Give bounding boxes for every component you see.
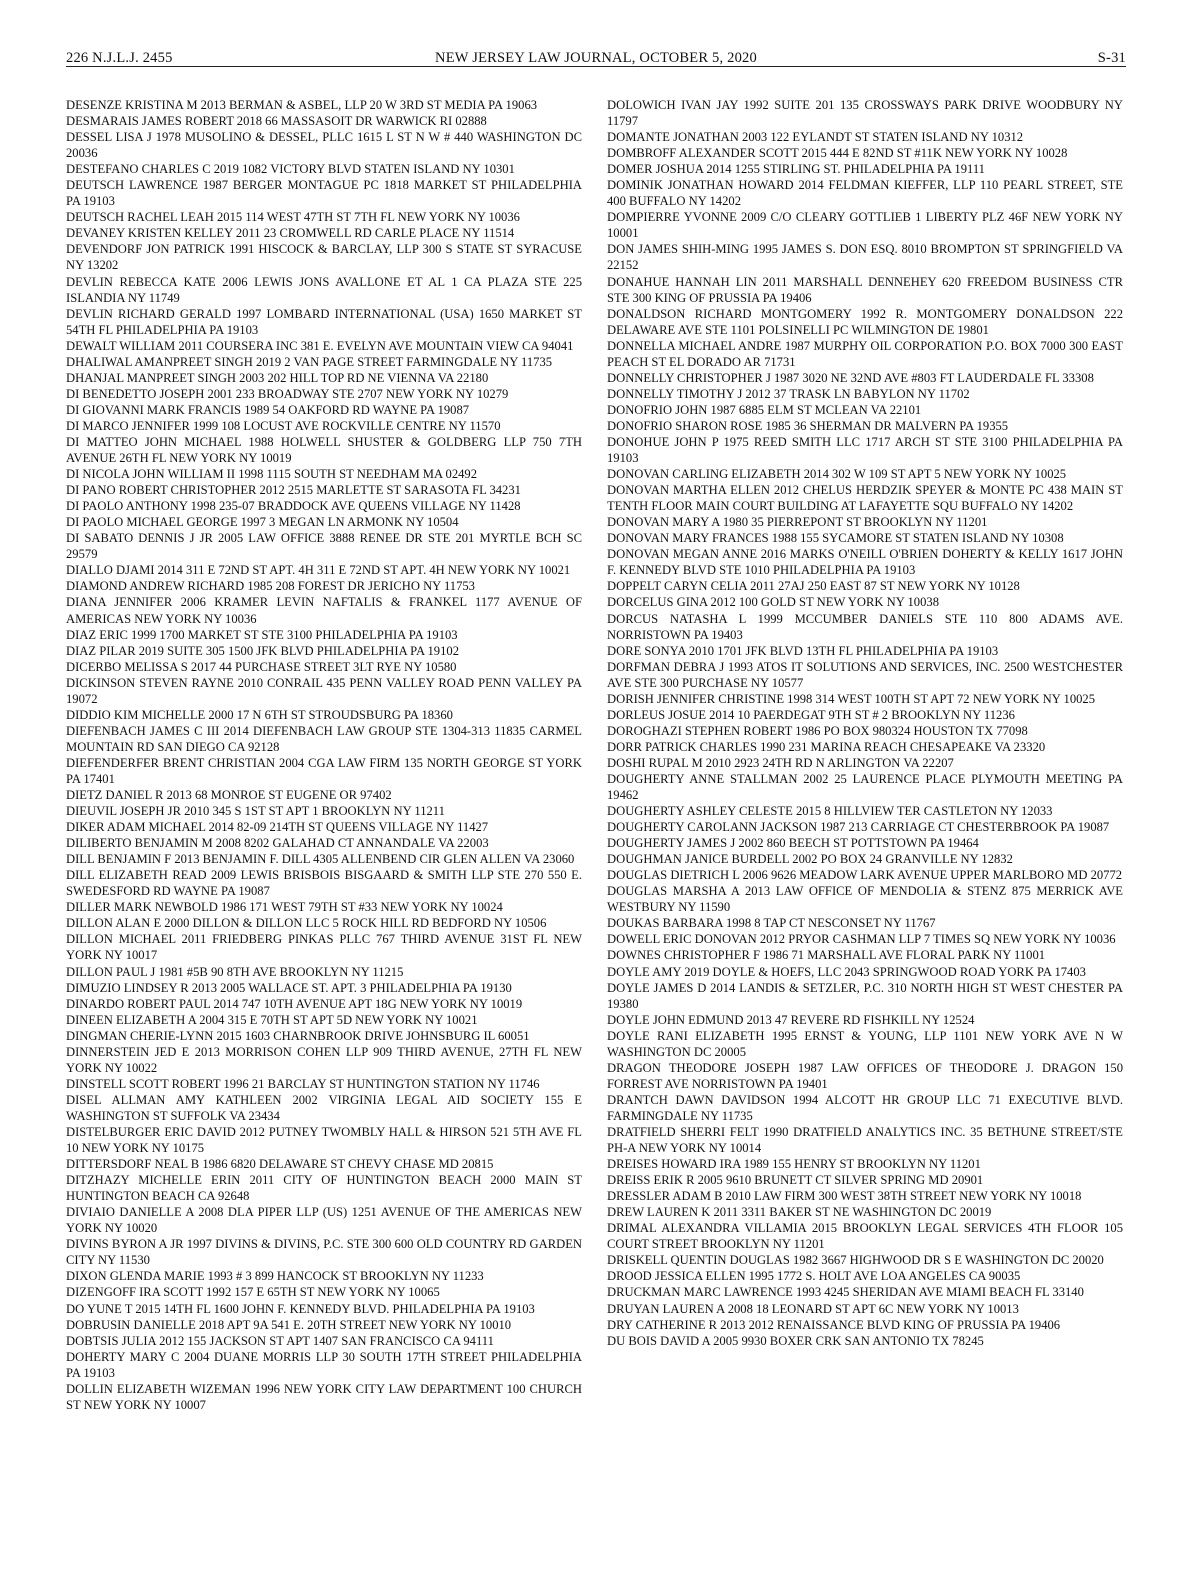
page-header	[66, 50, 1126, 70]
attorney-entry: DREISES HOWARD IRA 1989 155 HENRY ST BROOKLYN NY 11201	[607, 1157, 981, 1172]
attorney-entry: DIAZ PILAR 2019 SUITE 305 1500 JFK BLVD PHILADELPHIA PA 19102	[66, 643, 459, 658]
attorney-entry: DEUTSCH RACHEL LEAH 2015 114 WEST 47TH ST 7TH FL NEW YORK NY 10036	[66, 210, 520, 225]
attorney-entry: DONNELLY CHRISTOPHER J 1987 3020 NE 32ND AVE #803 FT LAUDERDALE FL 33308	[607, 370, 1094, 385]
attorney-entry: DILLON ALAN E 2000 DILLON & DILLON LLC 5 ROCK HILL RD BEDFORD NY 10506	[66, 916, 547, 931]
attorney-entry: DIEFENBACH JAMES C III 2014 DIEFENBACH LAW GROUP STE 1304-313 11835 CARMEL MOUNTAIN RD SAN DIEGO CA 92128	[66, 723, 582, 754]
attorney-entry: DOYLE JOHN EDMUND 2013 47 REVERE RD FISHKILL NY 12524	[607, 1012, 975, 1027]
attorney-entry: DON JAMES SHIH-MING 1995 JAMES S. DON ESQ. 8010 BROMPTON ST SPRINGFIELD VA 22152	[607, 242, 1123, 273]
attorney-entry: DROOD JESSICA ELLEN 1995 1772 S. HOLT AVE LOA ANGELES CA 90035	[607, 1269, 1021, 1284]
attorney-entry: DESMARAIS JAMES ROBERT 2018 66 MASSASOIT DR WARWICK RI 02888	[66, 114, 487, 129]
attorney-entry: DEVLIN REBECCA KATE 2006 LEWIS JONS AVALLONE ET AL 1 CA PLAZA STE 225 ISLANDIA NY 11749	[66, 274, 582, 305]
attorney-entry: DOUGHERTY CAROLANN JACKSON 1987 213 CARRIAGE CT CHESTERBROOK PA 19087	[607, 820, 1110, 835]
attorney-entry: DILIBERTO BENJAMIN M 2008 8202 GALAHAD CT ANNANDALE VA 22003	[66, 836, 489, 851]
attorney-entry: DOMINIK JONATHAN HOWARD 2014 FELDMAN KIEFFER, LLP 110 PEARL STREET, STE 400 BUFFALO NY 14202	[607, 178, 1123, 209]
attorney-entry: DITTERSDORF NEAL B 1986 6820 DELAWARE ST CHEVY CHASE MD 20815	[66, 1157, 494, 1172]
attorney-entry: DONNELLA MICHAEL ANDRE 1987 MURPHY OIL CORPORATION P.O. BOX 7000 300 EAST PEACH ST EL DORADO AR 71731	[607, 338, 1123, 369]
attorney-entry: DOMER JOSHUA 2014 1255 STIRLING ST. PHILADELPHIA PA 19111	[607, 162, 985, 177]
attorney-entry: DIDDIO KIM MICHELLE 2000 17 N 6TH ST STROUDSBURG PA 18360	[66, 707, 453, 722]
attorney-entry: DORLEUS JOSUE 2014 10 PAERDEGAT 9TH ST # 2 BROOKLYN NY 11236	[607, 707, 1015, 722]
attorney-entry: DRAGON THEODORE JOSEPH 1987 LAW OFFICES OF THEODORE J. DRAGON 150 FORREST AVE NORRISTOWN PA 19401	[607, 1060, 1123, 1091]
attorney-entry: DI GIOVANNI MARK FRANCIS 1989 54 OAKFORD RD WAYNE PA 19087	[66, 402, 470, 417]
attorney-entry: DRANTCH DAWN DAVIDSON 1994 ALCOTT HR GROUP LLC 71 EXECUTIVE BLVD. FARMINGDALE NY 11735	[607, 1092, 1123, 1123]
attorney-entry: DRISKELL QUENTIN DOUGLAS 1982 3667 HIGHWOOD DR S E WASHINGTON DC 20020	[607, 1253, 1104, 1268]
header-page-number: S-31	[1097, 50, 1126, 66]
attorney-entry: DOUGHERTY ANNE STALLMAN 2002 25 LAURENCE PLACE PLYMOUTH MEETING PA 19462	[607, 771, 1123, 803]
attorney-entry: DONOVAN MARY A 1980 35 PIERREPONT ST BROOKLYN NY 11201	[607, 515, 988, 530]
attorney-entry: DOYLE RANI ELIZABETH 1995 ERNST & YOUNG, LLP 1101 NEW YORK AVE N W WASHINGTON DC 20005	[607, 1028, 1123, 1059]
attorney-entry: DONOVAN MARY FRANCES 1988 155 SYCAMORE ST STATEN ISLAND NY 10308	[607, 531, 1064, 546]
attorney-entry: DIXON GLENDA MARIE 1993 # 3 899 HANCOCK ST BROOKLYN NY 11233	[66, 1269, 484, 1284]
attorney-entry: DI PANO ROBERT CHRISTOPHER 2012 2515 MARLETTE ST SARASOTA FL 34231	[66, 483, 521, 498]
attorney-entry: DONALDSON RICHARD MONTGOMERY 1992 R. MONTGOMERY DONALDSON 222 DELAWARE AVE STE 1101 POLSINELLI PC WILMINGTON DE 19801	[607, 306, 1123, 337]
attorney-entry: DHALIWAL AMANPREET SINGH 2019 2 VAN PAGE STREET FARMINGDALE NY 11735	[66, 354, 553, 369]
attorney-entry: DOPPELT CARYN CELIA 2011 27AJ 250 EAST 87 ST NEW YORK NY 10128	[607, 579, 1020, 594]
attorney-entry: DINSTELL SCOTT ROBERT 1996 21 BARCLAY ST HUNTINGTON STATION NY 11746	[66, 1076, 540, 1091]
attorney-entry: DREISS ERIK R 2005 9610 BRUNETT CT SILVER SPRING MD 20901	[607, 1173, 984, 1188]
attorney-entry: DI PAOLO ANTHONY 1998 235-07 BRADDOCK AVE QUEENS VILLAGE NY 11428	[66, 499, 521, 514]
attorney-entry: DRY CATHERINE R 2013 2012 RENAISSANCE BLVD KING OF PRUSSIA PA 19406	[607, 1317, 1061, 1332]
attorney-entry: DISEL ALLMAN AMY KATHLEEN 2002 VIRGINIA LEGAL AID SOCIETY 155 E WASHINGTON ST SUFFOLK VA 23434	[66, 1092, 582, 1123]
attorney-entry: DI NICOLA JOHN WILLIAM II 1998 1115 SOUTH ST NEEDHAM MA 02492	[66, 467, 478, 482]
attorney-entry: DEVENDORF JON PATRICK 1991 HISCOCK & BARCLAY, LLP 300 S STATE ST SYRACUSE NY 13202	[66, 242, 582, 273]
attorney-entry: DOMANTE JONATHAN 2003 122 EYLANDT ST STATEN ISLAND NY 10312	[607, 130, 1024, 145]
attorney-entry: DOWNES CHRISTOPHER F 1986 71 MARSHALL AVE FLORAL PARK NY 11001	[607, 948, 1046, 963]
attorney-entry: DHANJAL MANPREET SINGH 2003 202 HILL TOP RD NE VIENNA VA 22180	[66, 370, 489, 385]
attorney-entry: DINEEN ELIZABETH A 2004 315 E 70TH ST APT 5D NEW YORK NY 10021	[66, 1012, 478, 1027]
attorney-entry: DOHERTY MARY C 2004 DUANE MORRIS LLP 30 SOUTH 17TH STREET PHILADELPHIA PA 19103	[66, 1349, 582, 1380]
attorney-entry: DONOFRIO SHARON ROSE 1985 36 SHERMAN DR MALVERN PA 19355	[607, 418, 1009, 433]
attorney-entry: DU BOIS DAVID A 2005 9930 BOXER CRK SAN ANTONIO TX 78245	[607, 1333, 984, 1348]
attorney-entry: DIEUVIL JOSEPH JR 2010 345 S 1ST ST APT 1 BROOKLYN NY 11211	[66, 804, 445, 819]
attorney-entry: DOROGHAZI STEPHEN ROBERT 1986 PO BOX 980324 HOUSTON TX 77098	[607, 723, 1028, 738]
attorney-entry: DICERBO MELISSA S 2017 44 PURCHASE STREET 3LT RYE NY 10580	[66, 659, 457, 674]
attorney-entry: DOUGHERTY ASHLEY CELESTE 2015 8 HILLVIEW TER CASTLETON NY 12033	[607, 804, 1053, 819]
attorney-entry: DIVIAIO DANIELLE A 2008 DLA PIPER LLP (US) 1251 AVENUE OF THE AMERICAS NEW YORK NY 10020	[66, 1205, 582, 1236]
attorney-entry: DITZHAZY MICHELLE ERIN 2011 CITY OF HUNTINGTON BEACH 2000 MAIN ST HUNTINGTON BEACH CA 92648	[66, 1173, 582, 1204]
attorney-entry: DIALLO DJAMI 2014 311 E 72ND ST APT. 4H 311 E 72ND ST APT. 4H NEW YORK NY 10021	[66, 563, 571, 578]
attorney-entry: DOWELL ERIC DONOVAN 2012 PRYOR CASHMAN LLP 7 TIMES SQ NEW YORK NY 10036	[607, 932, 1116, 947]
attorney-entry: DREW LAUREN K 2011 3311 BAKER ST NE WASHINGTON DC 20019	[607, 1205, 992, 1220]
attorney-entry: DIMUZIO LINDSEY R 2013 2005 WALLACE ST. APT. 3 PHILADELPHIA PA 19130	[66, 980, 512, 995]
attorney-entry: DISTELBURGER ERIC DAVID 2012 PUTNEY TWOMBLY HALL & HIRSON 521 5TH AVE FL 10 NEW YORK NY 10175	[66, 1125, 582, 1156]
right-column	[607, 97, 1123, 1349]
attorney-entry: DOBTSIS JULIA 2012 155 JACKSON ST APT 1407 SAN FRANCISCO CA 94111	[66, 1333, 494, 1348]
attorney-entry: DEUTSCH LAWRENCE 1987 BERGER MONTAGUE PC 1818 MARKET ST PHILADELPHIA PA 19103	[66, 178, 582, 209]
attorney-entry: DILLON MICHAEL 2011 FRIEDBERG PINKAS PLLC 767 THIRD AVENUE 31ST FL NEW YORK NY 10017	[66, 932, 582, 963]
attorney-entry: DOUKAS BARBARA 1998 8 TAP CT NESCONSET NY 11767	[607, 916, 936, 931]
attorney-entry: DOBRUSIN DANIELLE 2018 APT 9A 541 E. 20TH STREET NEW YORK NY 10010	[66, 1317, 512, 1332]
attorney-entry: DINARDO ROBERT PAUL 2014 747 10TH AVENUE APT 18G NEW YORK NY 10019	[66, 996, 523, 1011]
attorney-entry: DOYLE AMY 2019 DOYLE & HOEFS, LLC 2043 SPRINGWOOD ROAD YORK PA 17403	[607, 964, 1086, 979]
attorney-entry: DIAMOND ANDREW RICHARD 1985 208 FOREST DR JERICHO NY 11753	[66, 579, 475, 594]
attorney-entry: DI BENEDETTO JOSEPH 2001 233 BROADWAY STE 2707 NEW YORK NY 10279	[66, 386, 509, 401]
attorney-entry: DIVINS BYRON A JR 1997 DIVINS & DIVINS, P.C. STE 300 600 OLD COUNTRY RD GARDEN CITY NY 11530	[66, 1237, 582, 1268]
attorney-entry: DOMBROFF ALEXANDER SCOTT 2015 444 E 82ND ST #11K NEW YORK NY 10028	[607, 146, 1068, 161]
attorney-entry: DONNELLY TIMOTHY J 2012 37 TRASK LN BABYLON NY 11702	[607, 386, 970, 401]
attorney-entry: DO YUNE T 2015 14TH FL 1600 JOHN F. KENNEDY BLVD. PHILADELPHIA PA 19103	[66, 1301, 535, 1316]
attorney-entry: DI SABATO DENNIS J JR 2005 LAW OFFICE 3888 RENEE DR STE 201 MYRTLE BCH SC 29579	[66, 531, 582, 562]
attorney-entry: DONOVAN MARTHA ELLEN 2012 CHELUS HERDZIK SPEYER & MONTE PC 438 MAIN ST TENTH FLOOR MAIN COURT BUILDING AT LAFAYETTE SQU BUFFALO NY 14202	[607, 483, 1123, 514]
attorney-entry: DESSEL LISA J 1978 MUSOLINO & DESSEL, PLLC 1615 L ST N W # 440 WASHINGTON DC 20036	[66, 130, 582, 161]
attorney-entry: DOLLIN ELIZABETH WIZEMAN 1996 NEW YORK CITY LAW DEPARTMENT 100 CHURCH ST NEW YORK NY 10007	[66, 1381, 582, 1412]
attorney-entry: DILL BENJAMIN F 2013 BENJAMIN F. DILL 4305 ALLENBEND CIR GLEN ALLEN VA 23060	[66, 852, 575, 867]
attorney-entry: DORISH JENNIFER CHRISTINE 1998 314 WEST 100TH ST APT 72 NEW YORK NY 10025	[607, 691, 1096, 706]
attorney-entry: DILLER MARK NEWBOLD 1986 171 WEST 79TH ST #33 NEW YORK NY 10024	[66, 900, 503, 915]
attorney-entry: DOUGLAS MARSHA A 2013 LAW OFFICE OF MENDOLIA & STENZ 875 MERRICK AVE WESTBURY NY 11590	[607, 884, 1123, 915]
attorney-entry: DIZENGOFF IRA SCOTT 1992 157 E 65TH ST NEW YORK NY 10065	[66, 1285, 440, 1300]
attorney-entry: DI PAOLO MICHAEL GEORGE 1997 3 MEGAN LN ARMONK NY 10504	[66, 515, 459, 530]
attorney-entry: DINNERSTEIN JED E 2013 MORRISON COHEN LLP 909 THIRD AVENUE, 27TH FL NEW YORK NY 10022	[66, 1044, 582, 1075]
attorney-entry: DOUGLAS DIETRICH L 2006 9626 MEADOW LARK AVENUE UPPER MARLBORO MD 20772	[607, 868, 1123, 883]
attorney-entry: DIKER ADAM MICHAEL 2014 82-09 214TH ST QUEENS VILLAGE NY 11427	[66, 820, 489, 835]
attorney-entry: DORFMAN DEBRA J 1993 ATOS IT SOLUTIONS AND SERVICES, INC. 2500 WESTCHESTER AVE STE 300 PURCHASE NY 10577	[607, 659, 1123, 690]
attorney-entry: DORE SONYA 2010 1701 JFK BLVD 13TH FL PHILADELPHIA PA 19103	[607, 643, 999, 658]
attorney-entry: DOUGHERTY JAMES J 2002 860 BEECH ST POTTSTOWN PA 19464	[607, 836, 979, 851]
attorney-entry: DONAHUE HANNAH LIN 2011 MARSHALL DENNEHEY 620 FREEDOM BUSINESS CTR STE 300 KING OF PRUSSIA PA 19406	[607, 274, 1123, 305]
attorney-entry: DIEFENDERFER BRENT CHRISTIAN 2004 CGA LAW FIRM 135 NORTH GEORGE ST YORK PA 17401	[66, 755, 582, 786]
attorney-entry: DIANA JENNIFER 2006 KRAMER LEVIN NAFTALIS & FRANKEL 1177 AVENUE OF AMERICAS NEW YORK NY 10036	[66, 595, 582, 626]
attorney-entry: DEVLIN RICHARD GERALD 1997 LOMBARD INTERNATIONAL (USA) 1650 MARKET ST 54TH FL PHILADELPHIA PA 19103	[66, 306, 582, 337]
attorney-entry: DINGMAN CHERIE-LYNN 2015 1603 CHARNBROOK DRIVE JOHNSBURG IL 60051	[66, 1028, 530, 1043]
attorney-entry: DICKINSON STEVEN RAYNE 2010 CONRAIL 435 PENN VALLEY ROAD PENN VALLEY PA 19072	[66, 675, 582, 706]
attorney-entry: DEWALT WILLIAM 2011 COURSERA INC 381 E. EVELYN AVE MOUNTAIN VIEW CA 94041	[66, 338, 574, 353]
attorney-entry: DORCELUS GINA 2012 100 GOLD ST NEW YORK NY 10038	[607, 595, 939, 610]
attorney-entry: DOUGHMAN JANICE BURDELL 2002 PO BOX 24 GRANVILLE NY 12832	[607, 852, 1013, 867]
attorney-entry: DONOVAN CARLING ELIZABETH 2014 302 W 109 ST APT 5 NEW YORK NY 10025	[607, 467, 1067, 482]
attorney-entry: DONOVAN MEGAN ANNE 2016 MARKS O'NEILL O'BRIEN DOHERTY & KELLY 1617 JOHN F. KENNEDY BLVD STE 1010 PHILADELPHIA PA 19103	[607, 547, 1123, 578]
attorney-entry: DIETZ DANIEL R 2013 68 MONROE ST EUGENE OR 97402	[66, 788, 392, 803]
attorney-entry: DESENZE KRISTINA M 2013 BERMAN & ASBEL, LLP 20 W 3RD ST MEDIA PA 19063	[66, 98, 538, 112]
attorney-entry: DOLOWICH IVAN JAY 1992 SUITE 201 135 CROSSWAYS PARK DRIVE WOODBURY NY 11797	[607, 98, 1123, 129]
header-rule	[66, 66, 1126, 67]
attorney-entry: DESTEFANO CHARLES C 2019 1082 VICTORY BLVD STATEN ISLAND NY 10301	[66, 162, 515, 177]
attorney-entry: DORCUS NATASHA L 1999 MCCUMBER DANIELS STE 110 800 ADAMS AVE. NORRISTOWN PA 19403	[607, 611, 1123, 642]
attorney-entry: DONOFRIO JOHN 1987 6885 ELM ST MCLEAN VA 22101	[607, 402, 922, 417]
attorney-entry: DOYLE JAMES D 2014 LANDIS & SETZLER, P.C. 310 NORTH HIGH ST WEST CHESTER PA 19380	[607, 980, 1123, 1011]
attorney-entry: DEVANEY KRISTEN KELLEY 2011 23 CROMWELL RD CARLE PLACE NY 11514	[66, 226, 515, 241]
header-citation: 226 N.J.L.J. 2455	[66, 50, 173, 66]
attorney-entry: DORR PATRICK CHARLES 1990 231 MARINA REACH CHESAPEAKE VA 23320	[607, 739, 1046, 754]
attorney-entry: DILLON PAUL J 1981 #5B 90 8TH AVE BROOKLYN NY 11215	[66, 964, 404, 979]
attorney-entry: DILL ELIZABETH READ 2009 LEWIS BRISBOIS BISGAARD & SMITH LLP STE 270 550 E. SWEDESFORD RD WAYNE PA 19087	[66, 868, 582, 899]
attorney-entry: DRATFIELD SHERRI FELT 1990 DRATFIELD ANALYTICS INC. 35 BETHUNE STREET/STE PH-A NEW YORK NY 10014	[607, 1125, 1123, 1156]
attorney-entry: DRESSLER ADAM B 2010 LAW FIRM 300 WEST 38TH STREET NEW YORK NY 10018	[607, 1189, 1082, 1204]
header-publication-title: NEW JERSEY LAW JOURNAL, OCTOBER 5, 2020	[435, 50, 757, 66]
attorney-entry: DONOHUE JOHN P 1975 REED SMITH LLC 1717 ARCH ST STE 3100 PHILADELPHIA PA 19103	[607, 434, 1123, 466]
attorney-entry: DI MATTEO JOHN MICHAEL 1988 HOLWELL SHUSTER & GOLDBERG LLP 750 7TH AVENUE 26TH FL NEW YORK NY 10019	[66, 434, 582, 466]
left-column	[66, 97, 582, 1413]
attorney-entry: DOMPIERRE YVONNE 2009 C/O CLEARY GOTTLIEB 1 LIBERTY PLZ 46F NEW YORK NY 10001	[607, 210, 1123, 241]
attorney-entry: DI MARCO JENNIFER 1999 108 LOCUST AVE ROCKVILLE CENTRE NY 11570	[66, 418, 501, 433]
attorney-entry: DRUYAN LAUREN A 2008 18 LEONARD ST APT 6C NEW YORK NY 10013	[607, 1301, 1019, 1316]
attorney-entry: DRIMAL ALEXANDRA VILLAMIA 2015 BROOKLYN LEGAL SERVICES 4TH FLOOR 105 COURT STREET BROOKLYN NY 11201	[607, 1221, 1123, 1252]
attorney-entry: DOSHI RUPAL M 2010 2923 24TH RD N ARLINGTON VA 22207	[607, 755, 954, 770]
attorney-entry: DRUCKMAN MARC LAWRENCE 1993 4245 SHERIDAN AVE MIAMI BEACH FL 33140	[607, 1285, 1084, 1300]
attorney-entry: DIAZ ERIC 1999 1700 MARKET ST STE 3100 PHILADELPHIA PA 19103	[66, 627, 458, 642]
